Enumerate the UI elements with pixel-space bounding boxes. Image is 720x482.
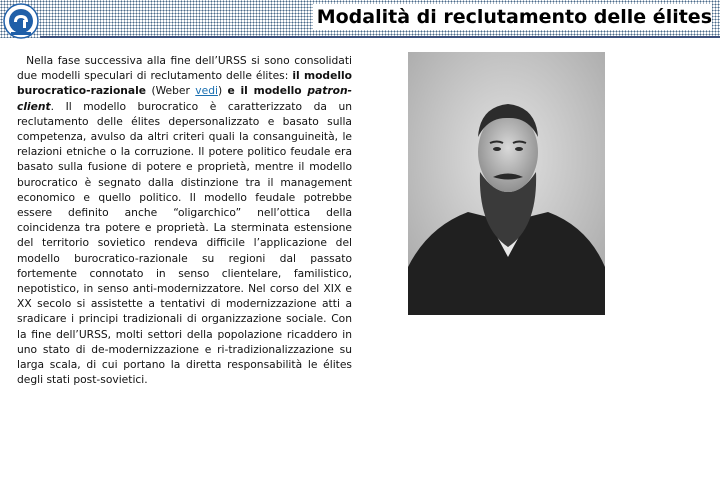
text-segment: Nella fase successiva alla fine dell’URSS si sono consolidati due modelli speculari di reclutamento delle élites: [17,54,353,83]
text-segment: (Weber [146,84,196,98]
model-name-bold: il modello burocratico-razionale [17,69,352,98]
page-title: Modalità di reclutamento delle élites [313,4,712,30]
model-name-italic: patron-client [17,84,352,113]
body-paragraph [17,53,352,387]
text-segment: ) [217,84,228,98]
text-segment: . Il modello burocratico è caratterizzato da un reclutamento delle élites depersonalizzato e basato sulla competenza, avulso da altri criteri quali la consanguineità, le relazioni etniche o la corruzione. Il potere politico feudale era basato sulla fusione di potere e proprietà, mentre il modello burocratico è segnato dalla distinzione tra il management economico e quello politico. Il modello feudale potrebbe essere definito anche “oligarchico” nell’ottica della coincidenza tra potere e proprietà. La sterminata estensione del territorio sovietico rendeva difficile l’applicazione del modello burocratico-razionale su regioni dal passato fortemente connotato in senso clientelare, familistico, nepotistico, in senso anti-modernizzatore. Nel corso del XIX e XX secolo si assistette a tentativi di modernizzazione atti a sradicare i principi tradizionali di organizzazione sociale. Con la fine dell’URSS, molti settori della popolazione ricaddero in uno stato di de-modernizzazione e ri-tradizionalizzazione su larga scala, di cui portano la diretta responsabilità le élites degli stati post-sovietici. [17,99,352,387]
weber-link[interactable]: vedi [195,84,218,98]
model-prefix: e il modello [227,84,308,98]
university-logo-icon [3,3,39,39]
header-rule [40,36,720,38]
man-portrait-photo [408,52,605,315]
